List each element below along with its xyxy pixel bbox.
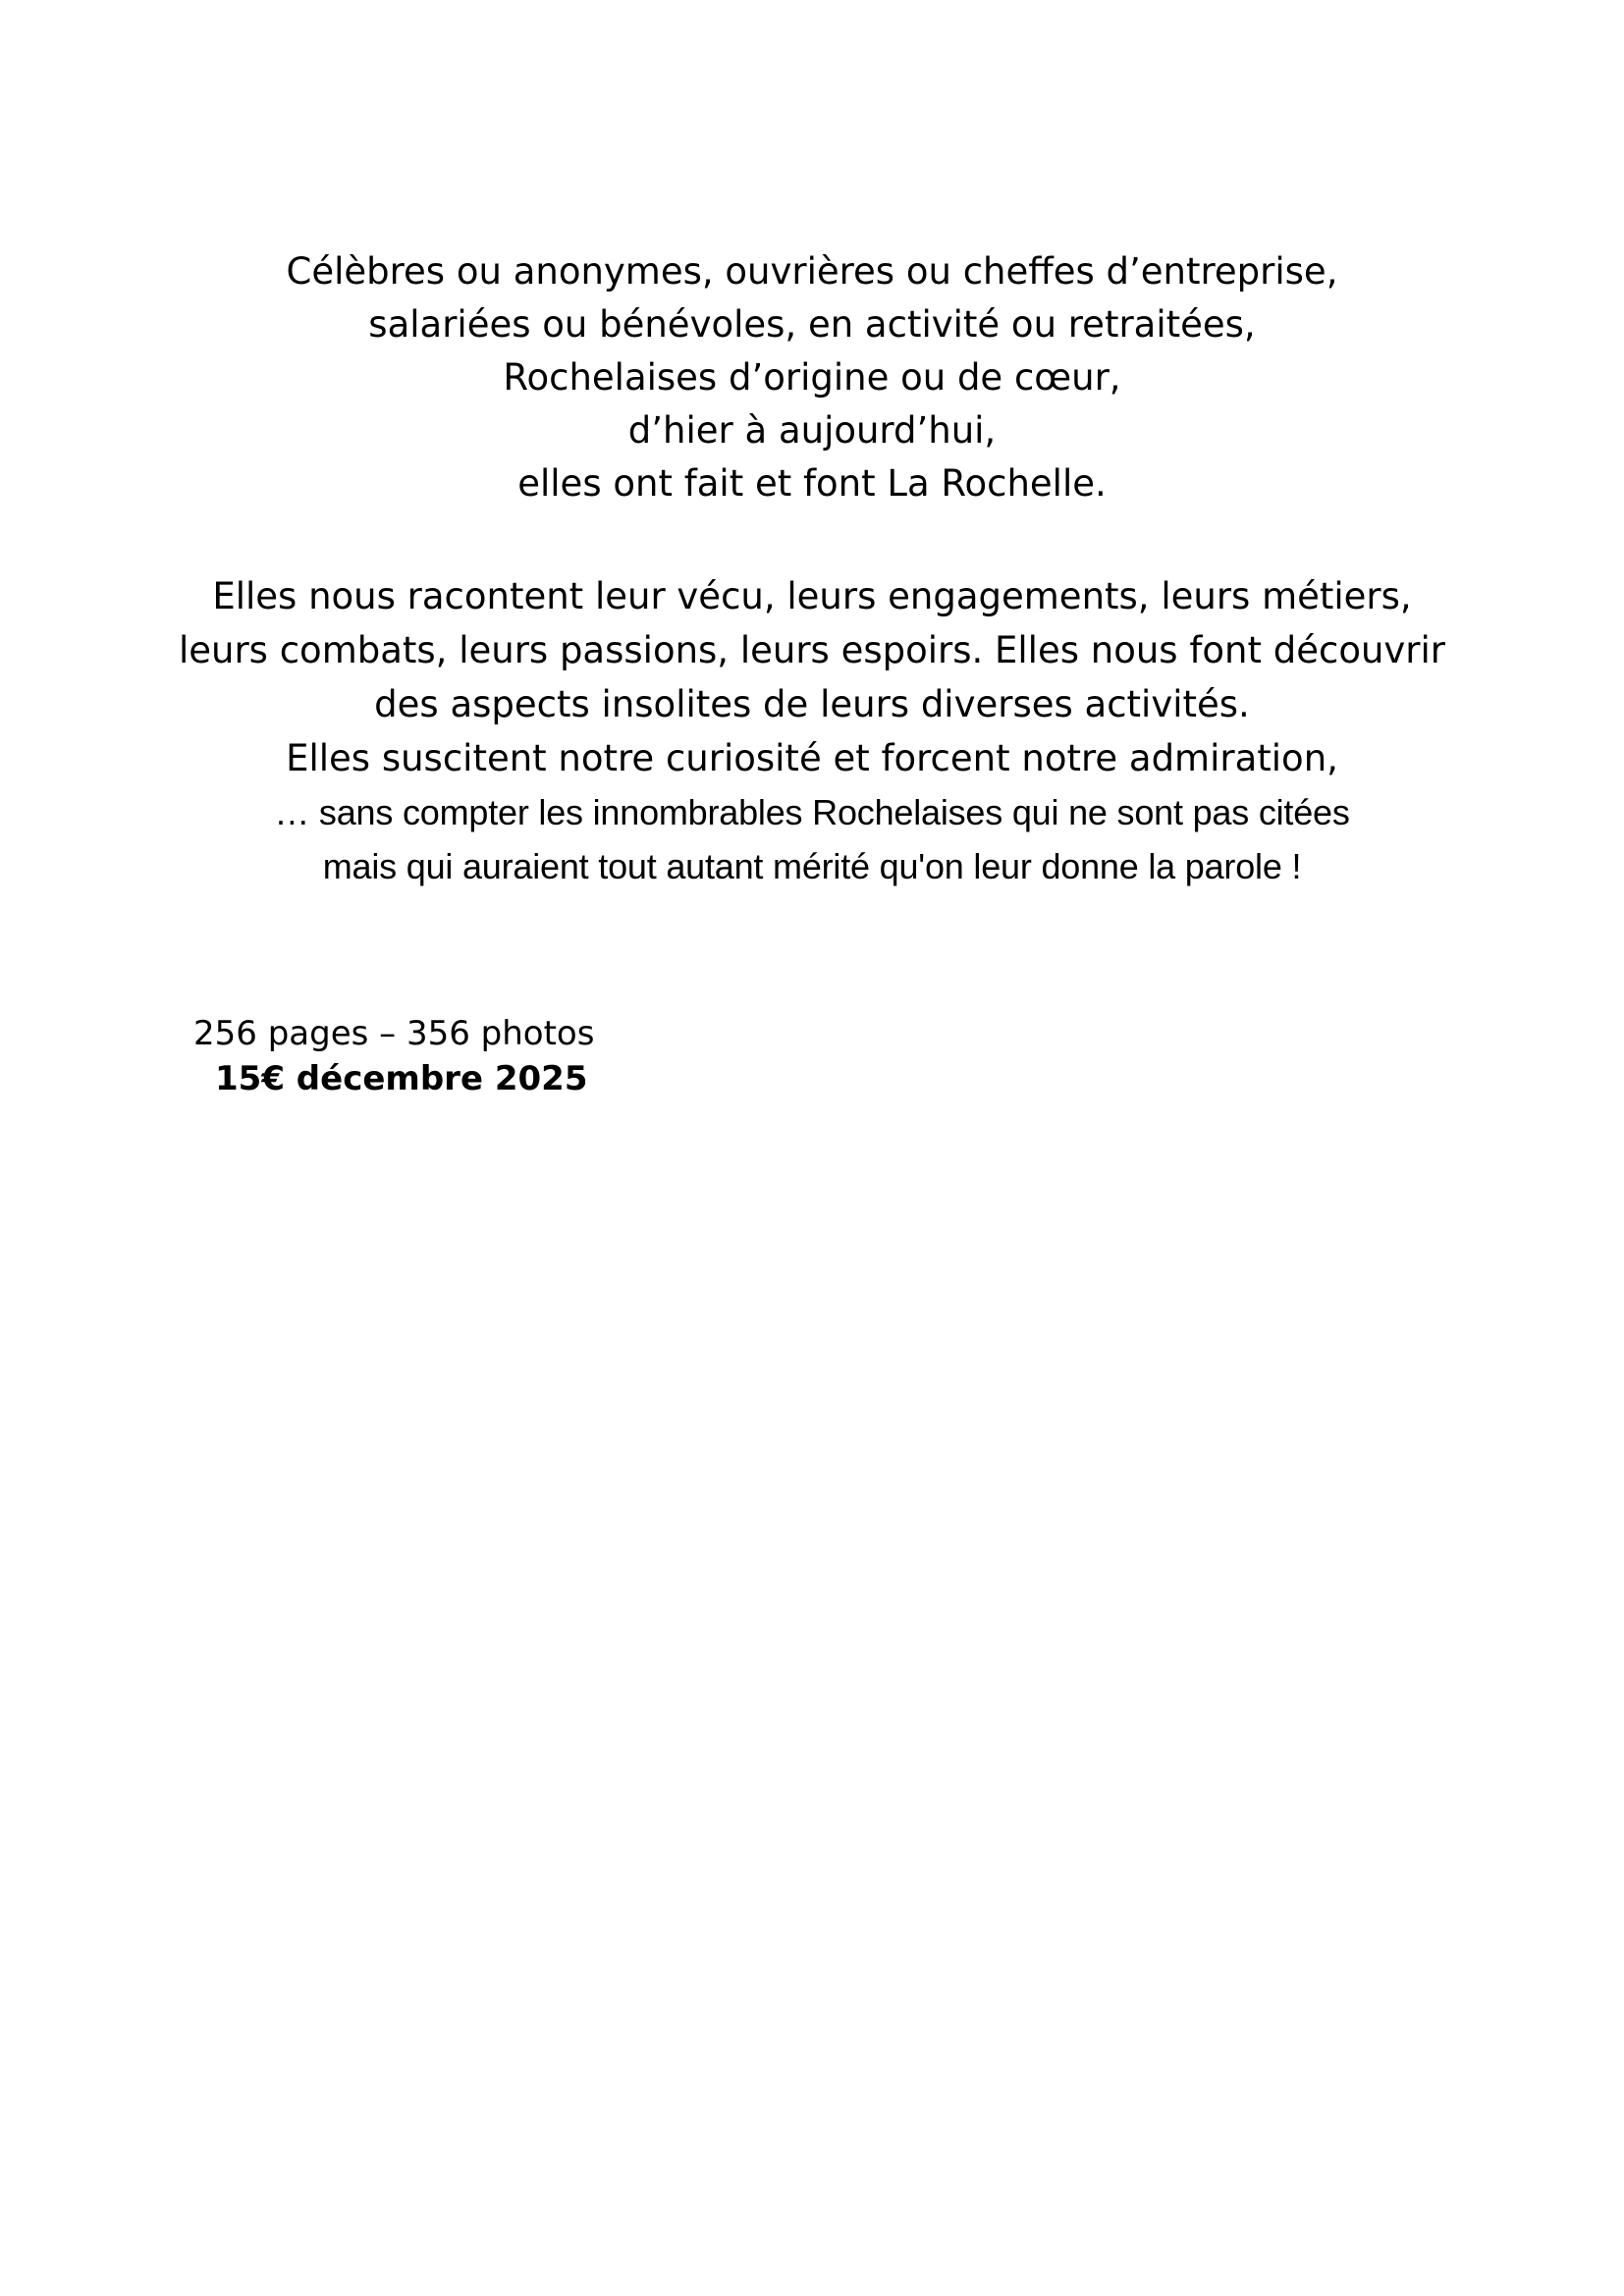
description-paragraph (0, 569, 1624, 893)
intro-line: Rochelaises d’origine ou de cœur, (503, 356, 1121, 399)
description-line: … sans compter les innombrables Rochelaises qui ne sont pas citées (274, 792, 1350, 832)
description-line: leurs combats, leurs passions, leurs espoirs. Elles nous font découvrir (178, 629, 1446, 671)
description-line: Elles nous racontent leur vécu, leurs engagements, leurs métiers, (212, 575, 1412, 617)
description-line: Elles suscitent notre curiosité et forcent notre admiration, (286, 737, 1338, 779)
pages-photos-count: 256 pages – 356 photos (193, 1014, 595, 1053)
intro-paragraph (0, 245, 1624, 510)
intro-line: salariées ou bénévoles, en activité ou retraitées, (368, 303, 1256, 346)
book-details (193, 1011, 594, 1101)
intro-line: elles ont fait et font La Rochelle. (517, 462, 1107, 505)
price-date: 15€ décembre 2025 (215, 1059, 588, 1098)
description-line: mais qui auraient tout autant mérité qu'on leur donne la parole ! (322, 846, 1302, 886)
description-line: des aspects insolites de leurs diverses activités. (374, 683, 1250, 725)
intro-line: d’hier à aujourd’hui, (627, 409, 997, 452)
intro-line: Célèbres ou anonymes, ouvrières ou cheffes d’entreprise, (286, 250, 1338, 293)
